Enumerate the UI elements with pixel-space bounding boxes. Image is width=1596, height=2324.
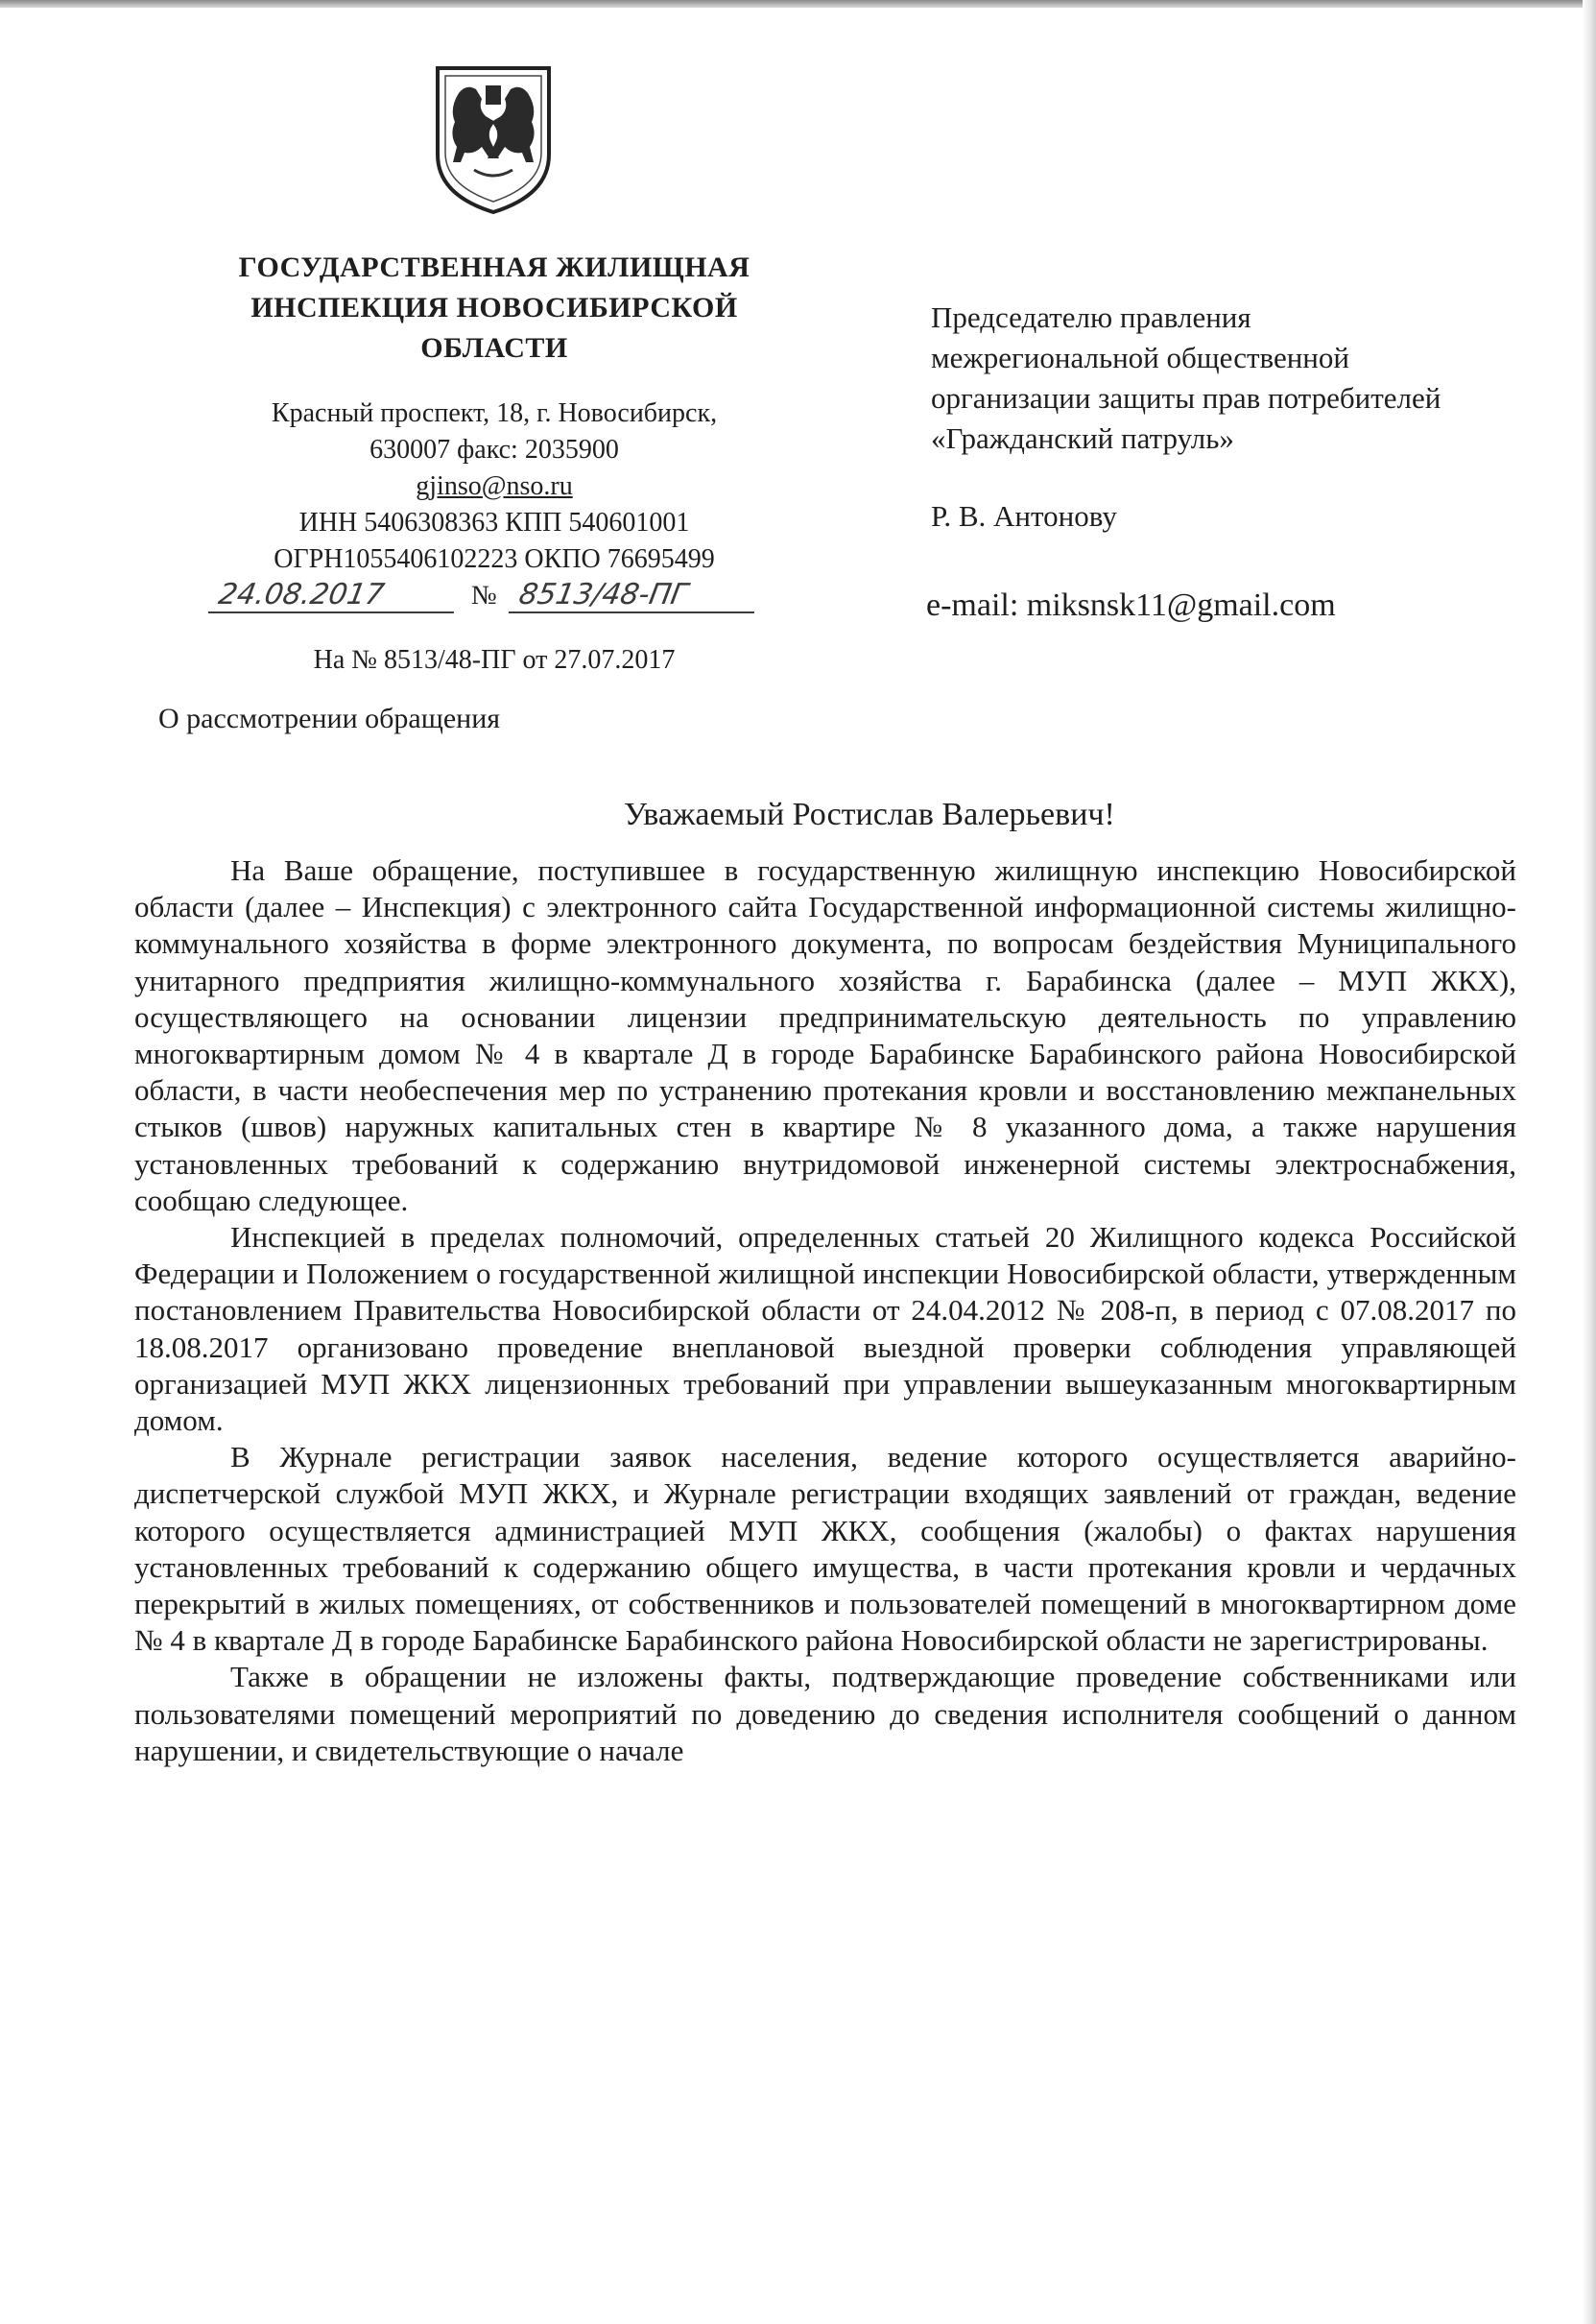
org-name-line-2: ИНСПЕКЦИЯ НОВОСИБИРСКОЙ xyxy=(250,292,738,323)
paragraph-1: На Ваше обращение, поступившее в государственную жилищную инспекцию Новосибирской области (далее – Инспекция) с электронного сайта Государственной информационной системы жилищно-коммунального хозяйства в форме электронного документа, по вопросам бездействия Муниципального унитарного предприятия жилищно-коммунального хозяйства г. Барабинска (далее – МУП ЖКХ), осуществляющего на основании лицензии предпринимательскую деятельность по управлению многоквартирным домом № 4 в квартале Д в городе Барабинске Барабинского района Новосибирской области, в части необеспечения мер по устранению протекания кровли и восстановлению межпанельных стыков (швов) наружных капитальных стен в квартире № 8 указанного дома, а также нарушения установленных требований к содержанию внутридомовой инженерной системы электроснабжения, сообщаю следующее. xyxy=(134,853,1516,1217)
org-name-line-3: ОБЛАСТИ xyxy=(420,332,568,364)
paragraph-4: Также в обращении не изложены факты, подтверждающие проведение собственниками или пользователями помещений мероприятий по доведению до сведения исполнителя сообщений о данном нарушении, и свидетельствующие о начале xyxy=(134,1660,1516,1767)
recipient-line-1: Председателю правления xyxy=(931,300,1251,334)
reply-reference: На № 8513/48-ПГ от 27.07.2017 xyxy=(313,645,676,675)
paragraph-3: В Журнале регистрации заявок населения, ведение которого осуществляется аварийно-диспетчерской службой МУП ЖКХ, и Журнале регистрации входящих заявлений от граждан, ведение которого осуществляется администрацией МУП ЖКХ, сообщения (жалобы) о фактах нарушения установленных требований к содержанию общего имущества, в части протекания кровли и чердачных перекрытий в жилых помещениях, от собственников и пользователей помещений в многоквартирном доме № 4 в квартале Д в городе Барабинске Барабинского района Новосибирской области не зарегистрированы. xyxy=(134,1440,1516,1658)
org-email-link[interactable]: gjinso@nso.ru xyxy=(416,471,573,501)
recipient-line-4: «Гражданский патруль» xyxy=(931,421,1234,455)
inn-kpp: ИНН 5406308363 КПП 540601001 xyxy=(298,508,690,538)
recipient-name: Р. В. Антонову xyxy=(931,499,1117,533)
address-line-1: Красный проспект, 18, г. Новосибирск, xyxy=(271,398,718,428)
letter-body xyxy=(134,852,1516,1769)
number-sign: № xyxy=(471,581,497,611)
ogrn-okpo: ОГРН1055406102223 ОКПО 76695499 xyxy=(274,544,715,574)
organization-name xyxy=(158,248,830,369)
salutation: Уважаемый Ростислав Валерьевич! xyxy=(624,797,1115,832)
organization-details xyxy=(158,395,830,578)
outgoing-registration xyxy=(211,578,787,622)
org-name-line-1: ГОСУДАРСТВЕННАЯ ЖИЛИЩНАЯ xyxy=(238,252,750,283)
recipient-line-3: организации защиты прав потребителей xyxy=(931,381,1441,415)
recipient-email: e-mail: miksnsk11@gmail.com xyxy=(926,587,1336,623)
address-line-2: 630007 факс: 2035900 xyxy=(369,435,619,465)
paragraph-2: Инспекцией в пределах полномочий, определенных статьей 20 Жилищного кодекса Российской Федерации и Положением о государственной жилищной инспекции Новосибирской области, утвержденным постановлением Правительства Новосибирской области от 24.04.2012 № 208-п, в период с 07.08.2017 по 18.08.2017 организовано проведение внеплановой выездной проверки соблюдения управляющей организацией МУП ЖКХ лицензионных требований при управлении вышеуказанным многоквартирным домом. xyxy=(134,1220,1516,1438)
coat-of-arms-icon xyxy=(432,62,555,216)
recipient-line-2: межрегиональной общественной xyxy=(931,341,1349,374)
handwritten-date: 24.08.2017 xyxy=(208,578,461,613)
recipient-block xyxy=(931,298,1564,459)
handwritten-number: 8513/48-ПГ xyxy=(508,578,760,613)
letter-subject: О рассмотрении обращения xyxy=(158,703,501,734)
